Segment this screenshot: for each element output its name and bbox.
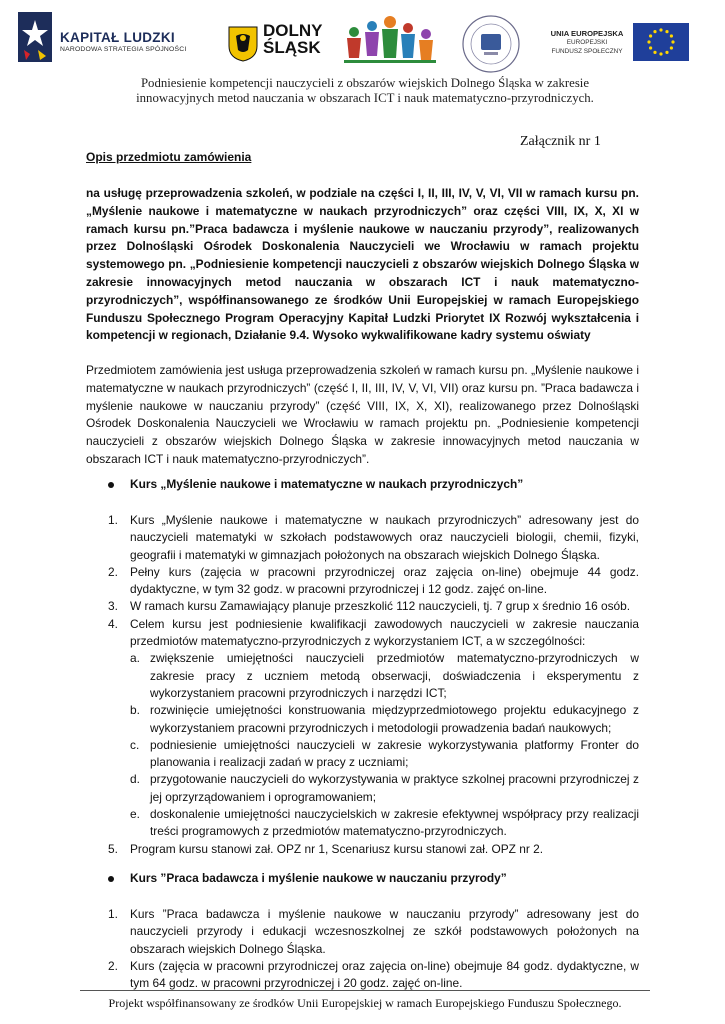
list-item-number: 3. <box>108 599 118 614</box>
annex-label: Załącznik nr 1 <box>520 134 601 149</box>
sub-list-text: przygotowanie nauczycieli do wykorzystywania w praktyce szkolnej pracowni przyrodniczej z jej oprzyrządowaniem i oprogramowaniem; <box>150 772 639 804</box>
eu-line1: UNIA EUROPEJSKA <box>550 29 624 38</box>
list-item <box>86 598 639 615</box>
kapital-ludzki-logo <box>18 12 52 62</box>
sub-list-letter: e. <box>130 807 140 822</box>
dolny-slask-line1: DOLNY <box>263 21 323 40</box>
list-item-text: Celem kursu jest podniesienie kwalifikacji zawodowych nauczycieli w zakresie nauczania przedmiotów matematyczno-przyrodniczych z wykorzystaniem ICT, a w szczególności: <box>130 616 639 649</box>
sub-list-text: doskonalenie umiejętności nauczycielskich w zakresie efektywnej współpracy przy realizacji treści programowych z przedmiotów matematyczno-przyrodniczych. <box>150 807 639 839</box>
sub-list-text: zwiększenie umiejętności nauczycieli przedmiotów matematyczno-przyrodniczych w zakresie pracy z uczniem metodą obserwacji, doświadczenia i eksperymentu z wykorzystaniem pracowni przyrodniczych i narzędzi ICT; <box>150 651 639 700</box>
sub-list-item <box>130 737 639 772</box>
dodn-seal-icon <box>461 14 521 74</box>
list-item-number: 4. <box>108 616 118 631</box>
kapital-ludzki-subtitle: NARODOWA STRATEGIA SPÓJNOŚCI <box>60 46 187 53</box>
eu-line2: EUROPEJSKI <box>566 39 608 46</box>
logo-bar <box>0 0 725 80</box>
kapital-ludzki-wordmark <box>60 30 186 53</box>
list-item-number: 1. <box>108 907 118 921</box>
list-item <box>86 564 639 599</box>
sub-list-text: podniesienie umiejętności nauczycieli w zakresie wykorzystywania platformy Fronter do planowania i realizacji zadań w pracy z uczniami; <box>150 737 639 770</box>
dolny-slask-line2: ŚLĄSK <box>263 38 321 57</box>
footer-divider <box>80 990 650 991</box>
list-item-number: 1. <box>108 513 118 527</box>
sub-list-item <box>130 771 639 806</box>
list-item-text: Kurs (zajęcia w pracowni przyrodniczej oraz zajęcia on-line) obejmuje 84 godz. dydaktyczne, w tym 64 godz. w pracowni przyrodniczej i 20 godz. zajęć on-line. <box>130 958 639 991</box>
list-item-text: Pełny kurs (zajęcia w pracowni przyrodniczej oraz zajęcia on-line) obejmuje 44 godz. dydaktyczne, w tym 32 godz. w pracowni przyrodniczej i 12 godz. zajęć on-line. <box>130 564 639 597</box>
eu-line3: FUNDUSZ SPOŁECZNY <box>551 48 623 55</box>
sub-list-letter: d. <box>130 772 140 787</box>
intro-paragraph: Przedmiotem zamówienia jest usługa przeprowadzenia szkoleń w ramach kursu pn. „Myślenie naukowe i matematyczne w naukach przyrodniczych” (część I, II, III, IV, V, VI, VII) oraz kursu pn. ”Praca badawcza i myślenie naukowe w nauczaniu przyrody” (część VIII, IX, X, XI), realizowanego przez Dolnośląski Ośrodek Doskonalenia Nauczycieli we Wrocławiu w ramach projektu pn. „Podniesienie kompetencji nauczycieli z obszarów wiejskich Dolnego Śląska w zakresie innowacyjnych metod nauczania w obszarach ICT i nauk matematyczno-przyrodniczych”. <box>86 363 639 466</box>
project-header <box>70 76 660 106</box>
list-item <box>86 841 639 858</box>
list-item-text: Program kursu stanowi zał. OPZ nr 1, Scenariusz kursu stanowi zał. OPZ nr 2. <box>130 841 544 856</box>
sub-list-item <box>130 806 639 841</box>
project-header-line1: Podniesienie kompetencji nauczycieli z obszarów wiejskich Dolnego Śląska w zakresie <box>140 76 590 90</box>
dolny-slask-crest-icon <box>228 26 258 62</box>
footer-text: Projekt współfinansowany ze środków Unii Europejskiej w ramach Europejskiego Funduszu Społecznego. <box>108 996 622 1010</box>
list-item-number: 2. <box>108 958 118 973</box>
order-subject-bold-paragraph: na usługę przeprowadzenia szkoleń, w podziale na części I, II, III, IV, V, VI, VII w ramach kursu pn. „Myślenie naukowe i matematyczne w naukach przyrodniczych” oraz części VIII, IX, X, XI w ramach kursu pn.”Praca badawcza i myślenie naukowe w nauczaniu przyrody”, realizowanych przez Dolnośląski Ośrodek Doskonalenia Nauczycieli we Wrocławiu w ramach projektu systemowego pn. „Podniesienie kompetencji nauczycieli z obszarów wiejskich Dolnego Śląska w zakresie innowacyjnych metod nauczania w obszarach ICT i nauk matematyczno-przyrodniczych”, współfinansowanego ze środków Unii Europejskiej w ramach Europejskiego Funduszu Społecznego Program Operacyjny Kapitał Ludzki Priorytet IX Rozwój wykształcenia i kompetencji w regionach, Działanie 9.4. Wysoko wykwalifikowane kadry systemu oświaty <box>86 186 639 343</box>
course2-heading-text: Kurs ”Praca badawcza i myślenie naukowe w nauczaniu przyrody” <box>130 871 507 885</box>
bullet-icon <box>108 876 114 882</box>
project-header-line2: innowacyjnych metod nauczania w obszarach ICT i nauk matematyczno-przyrodniczych. <box>136 91 594 105</box>
sub-list-text: rozwinięcie umiejętności konstruowania międzyprzedmiotowego projektu edukacyjnego z wykorzystaniem pracowni przyrodniczych i metodologii prowadzenia badań naukowych; <box>150 703 639 735</box>
list-item-number: 5. <box>108 841 118 856</box>
list-item-text: Kurs „Myślenie naukowe i matematyczne w naukach przyrodniczych” adresowany jest do nauczycieli matematyki w szkołach podstawowych oraz nauczycieli biologii, chemii, fizyki, geografii i matematyki w gimnazjach położonych na obszarach wiejskich Dolnego Śląska. <box>130 513 639 562</box>
course1-heading <box>108 477 523 491</box>
list-item <box>86 906 639 958</box>
list-item <box>86 616 639 841</box>
course1-heading-text: Kurs „Myślenie naukowe i matematyczne w naukach przyrodniczych” <box>130 477 524 491</box>
bullet-icon <box>108 482 114 488</box>
sub-list-letter: b. <box>130 703 140 718</box>
course1-list <box>86 512 639 858</box>
eu-efs-wordmark <box>548 29 626 56</box>
course2-list <box>86 906 639 992</box>
kapital-ludzki-title: KAPITAŁ LUDZKI <box>60 30 175 45</box>
teachers-figures-logo <box>340 14 440 70</box>
list-item-text: Kurs ”Praca badawcza i myślenie naukowe w nauczaniu przyrody” adresowany jest do nauczycieli przyrody i edukacji wczesnoszkolnej ze szkół podstawowych położonych na obszarach wiejskich Dolnego Śląska. <box>130 907 639 956</box>
sub-list-letter: a. <box>130 651 140 666</box>
list-item <box>86 958 639 993</box>
eu-flag-icon <box>633 23 689 61</box>
sub-list-letter: c. <box>130 737 140 752</box>
list-item <box>86 512 639 564</box>
list-item-number: 2. <box>108 564 118 579</box>
dolny-slask-wordmark <box>263 22 323 56</box>
list-item-text: W ramach kursu Zamawiający planuje przeszkolić 112 nauczycieli, tj. 7 grup x średnio 16 osób. <box>130 599 631 614</box>
sub-list-item <box>130 650 639 702</box>
course2-heading <box>108 871 507 885</box>
document-title: Opis przedmiotu zamówienia <box>86 150 252 164</box>
sub-list-item <box>130 702 639 737</box>
